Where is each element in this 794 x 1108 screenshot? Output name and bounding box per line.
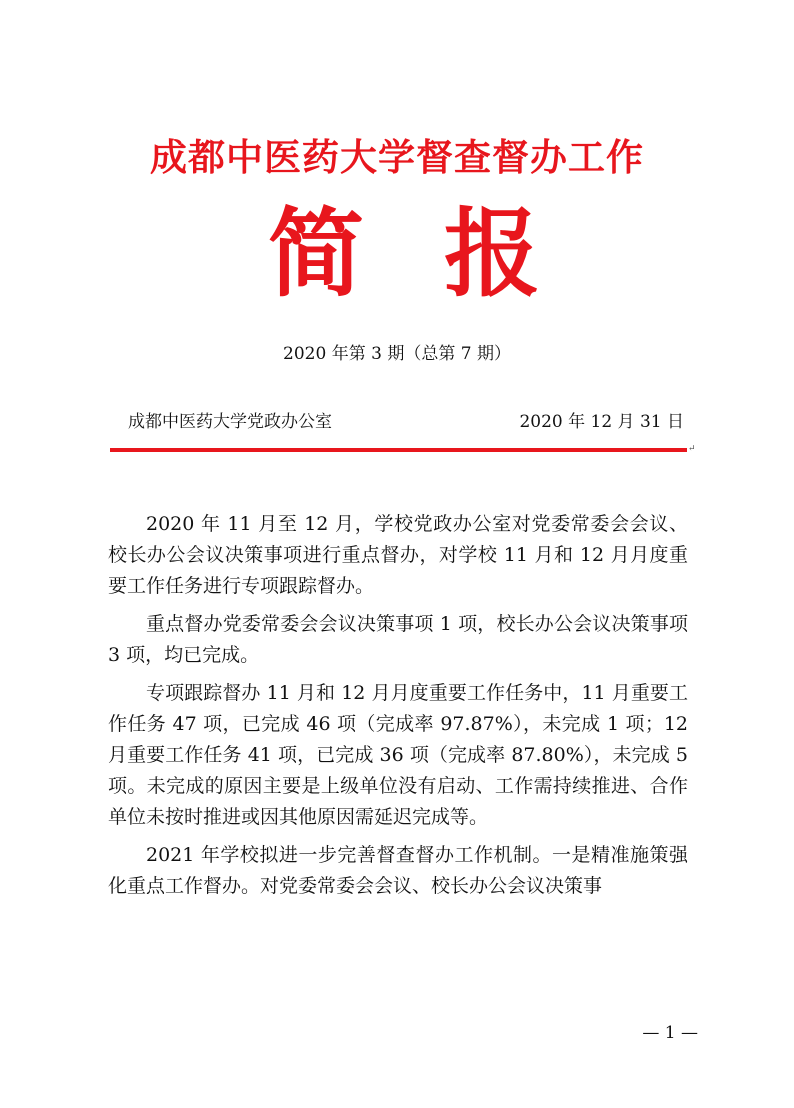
body-paragraph: 2020 年 11 月至 12 月，学校党政办公室对党委常委会会议、校长办公会议决策事项进行重点督办，对学校 11 月和 12 月月度重要工作任务进行专项跟踪督办。 [108,513,688,597]
issue-date: 2020 年 12 月 31 日 [519,412,684,432]
masthead-name-char-2: 报 [444,197,540,310]
body-paragraph: 2021 年学校拟进一步完善督查督办工作机制。一是精准施策强化重点工作督办。对党委常委会会议、校长办公会议决策事 [108,844,688,897]
paragraph-return-mark: ↵ [688,444,696,454]
body-paragraph: 重点督办党委常委会会议决策事项 1 项，校长办公会议决策事项 3 项，均已完成。 [108,613,688,666]
page-number: — 1 — [642,1023,698,1043]
masthead-name [268,197,540,310]
masthead-name-char-1: 简 [268,197,364,310]
masthead-title: 成都中医药大学督查督办工作 [150,135,644,179]
issue-number: 2020 年第 3 期（总第 7 期） [283,344,511,364]
body-text [108,509,688,909]
issuing-office: 成都中医药大学党政办公室 [128,412,332,432]
red-divider-rule [110,448,687,452]
body-paragraph: 专项跟踪督办 11 月和 12 月月度重要工作任务中，11 月重要工作任务 47 项，已完成 46 项（完成率 97.87%），未完成 1 项；12 月重要工作任务 41 项，已完成 36 项（完成率 87.80%），未完成 5 项。未完成的原因主要是上级单位没有启动、工作需持续推进、合作单位未按时推进或因其他原因需延迟完成等。 [108,682,688,828]
